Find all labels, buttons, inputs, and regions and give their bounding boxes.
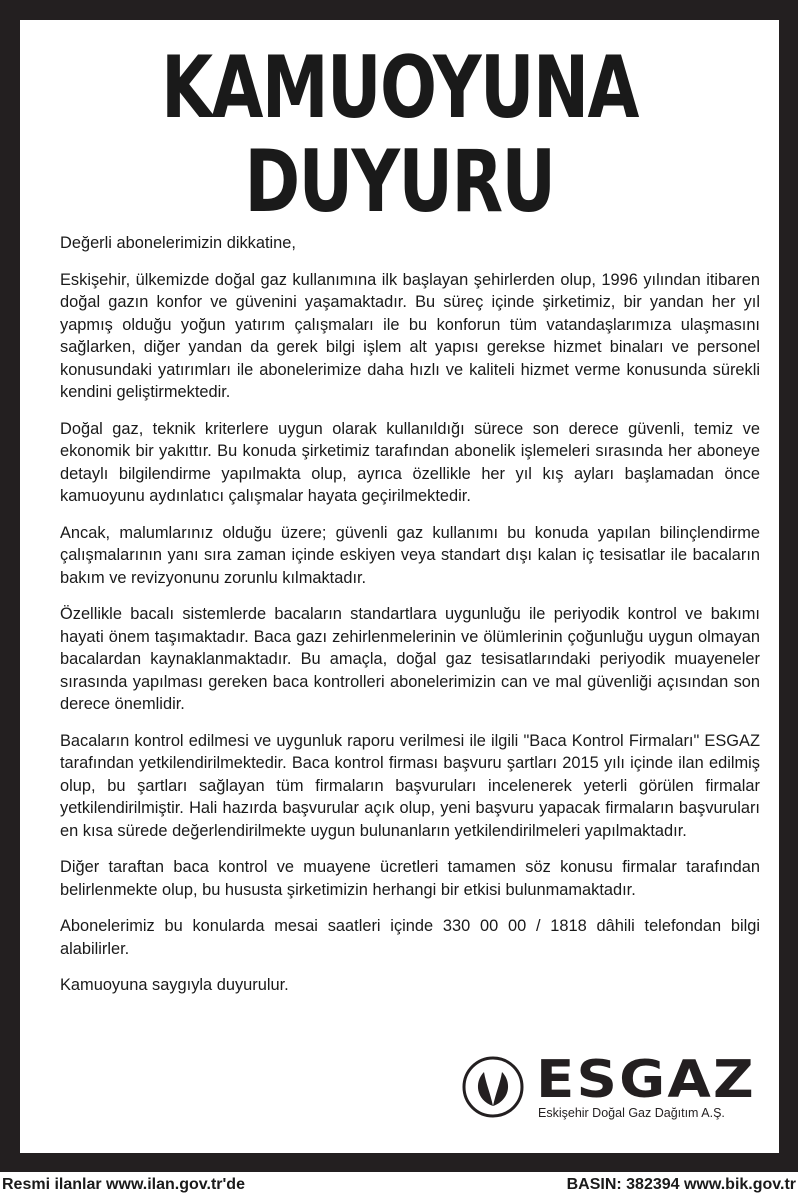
headline-line-2: DUYURU [244,132,555,232]
headline-line-1: KAMUOYUNA [161,38,638,138]
paragraph-5: Bacaların kontrol edilmesi ve uygunluk raporu verilmesi ile ilgili "Baca Kontrol Firmaları" ESGAZ tarafından yetkilendirilmektedir. Baca kontrol firması başvuru şartları 2015 yılı içinde ilan edilmiş olup, bu şartları sağlayan tüm firmaların başvuruları incelenerek yeterli görülen firmalar yetkilendirilmiştir. Hali hazırda başvurular açık olup, yeni başvuru yapacak firmaların başvuruları en kısa sürede değerlendirilmekte uygun bulunanların yetkilendirilmeleri yapılmaktadır. [60,731,760,840]
announcement-body [60,232,760,1011]
paragraph-1: Eskişehir, ülkemizde doğal gaz kullanımına ilk başlayan şehirlerden olup, 1996 yılından itibaren doğal gazın konfor ve güvenini yaşamaktadır. Bu süreç içinde şirketimiz, bir yandan her yıl yapmış olduğu yoğun yatırım çalışmaları ile bu konforun tüm vatandaşlarımıza ulaşmasını sağlarken, diğer yandan da gerek bilgi işlem alt yapısı gerekse hizmet binaları ve personel konusundaki yatırımları ile abonelerimize daha hızlı ve kaliteli hizmet verme konusunda sürekli kendini geliştirmektedir. [60,270,760,401]
footer-press-id: BASIN: 382394 www.bik.gov.tr [566,1176,796,1193]
footer-bar [0,1172,798,1200]
paragraph-2: Doğal gaz, teknik kriterlere uygun olarak kullanıldığı sürece son derece güvenli, temiz ve ekonomik bir yakıttır. Bu konuda şirketimiz tarafından abonelik işlemeleri sırasında her aboneye detaylı bilgilendirme yapılmakta olup, ayrıca özellikle her yıl kış ayları başlamadan önce kamuoyunu aydınlatıcı çalışmalar hayata geçirilmektedir. [60,419,760,505]
logo-subtitle: Eskişehir Doğal Gaz Dağıtım A.Ş. [538,1106,725,1120]
footer-official-notice: Resmi ilanlar www.ilan.gov.tr'de [2,1176,245,1193]
paragraph-6: Diğer taraftan baca kontrol ve muayene ücretleri tamamen söz konusu firmalar tarafından belirlenmekte olup, bu hususta şirketimizin herhangi bir etkisi bulunmamaktadır. [60,858,760,899]
leaf-logo-icon [462,1056,524,1118]
esgaz-logo [462,1050,756,1136]
paragraph-3: Ancak, malumlarınız olduğu üzere; güvenli gaz kullanımı bu konuda yapılan bilinçlendirme çalışmalarının yanı sıra zaman içinde eskiyen veya standart dışı kalan iç tesisatlar ile bacaların bakım ve revizyonunu zorunlu kılmaktadır. [60,523,760,587]
logo-wordmark: ESGAZ [536,1050,756,1110]
paragraph-7: Abonelerimiz bu konularda mesai saatleri içinde 330 00 00 / 1818 dâhili telefondan bilgi alabilirler. [60,917,760,958]
closing-line: Kamuoyuna saygıyla duyurulur. [60,976,289,994]
salutation: Değerli abonelerimizin dikkatine, [60,234,296,252]
announcement-panel [20,20,779,1153]
paragraph-4: Özellikle bacalı sistemlerde bacaların standartlara uygunluğu ile periyodik kontrol ve bakımı hayati önem taşımaktadır. Baca gazı zehirlenmelerinin ve ölümlerinin çoğunluğu uygun olmayan bacalardan kaynaklanmaktadır. Bu amaçla, doğal gaz tesisatlarındaki periyodik muayeneler sırasında yapılması gereken baca kontrolleri abonelerimizin can ve mal güvenliği açısından son derece önemlidir. [60,605,760,713]
